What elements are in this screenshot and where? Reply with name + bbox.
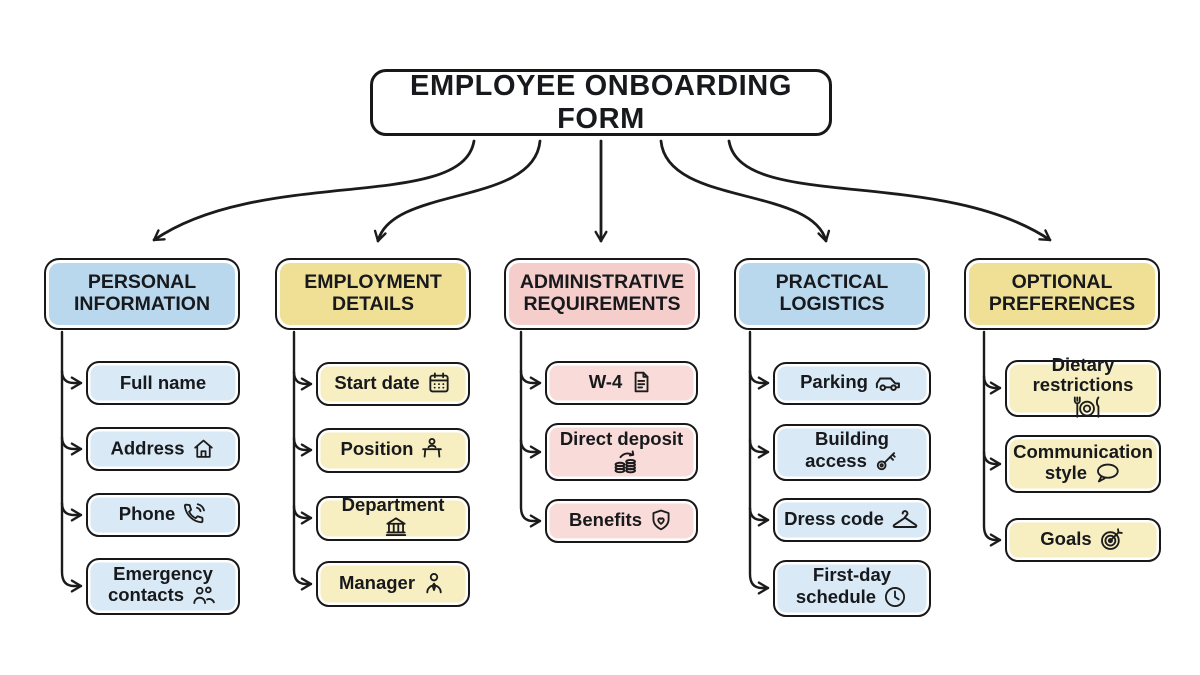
branch-header-label: OPTIONAL PREFERENCES xyxy=(988,271,1136,315)
root-to-branch-arrow xyxy=(154,141,474,240)
branch-header xyxy=(734,258,930,330)
branch-header-label: ADMINISTRATIVE REQUIREMENTS xyxy=(519,271,685,315)
root-to-branch-arrow xyxy=(378,141,540,241)
item-label: Department xyxy=(341,494,445,516)
person-tie-icon xyxy=(421,570,447,596)
item-label: Full name xyxy=(119,372,207,394)
phone-icon xyxy=(181,501,207,527)
item-node xyxy=(86,493,240,537)
branch-item-arrow xyxy=(294,506,311,518)
item-node xyxy=(773,560,931,617)
item-node xyxy=(86,361,240,405)
item-node xyxy=(316,496,470,541)
meal-icon xyxy=(1071,394,1102,420)
item-node xyxy=(86,427,240,471)
item-label: W-4 xyxy=(588,370,623,392)
item-label: Manager xyxy=(338,571,416,593)
item-node xyxy=(773,424,931,481)
branch-item-arrow xyxy=(62,437,81,449)
item-label: Start date xyxy=(334,371,420,393)
bank-icon xyxy=(383,514,409,540)
branch-item-arrow xyxy=(750,371,768,383)
item-label: Direct deposit xyxy=(559,427,684,449)
item-node xyxy=(545,423,698,481)
root-to-branch-arrow xyxy=(661,141,826,241)
clock-icon xyxy=(882,584,908,610)
branch-item-arrow xyxy=(294,438,311,450)
item-label: Phone xyxy=(118,502,176,524)
root-to-branch-arrow xyxy=(729,141,1050,240)
item-label: Emergency contacts xyxy=(107,563,213,605)
speech-bubble-icon xyxy=(1093,461,1121,485)
branch-header-label: PERSONAL INFORMATION xyxy=(73,271,211,315)
item-label: Communication style xyxy=(1013,441,1153,483)
desk-person-icon xyxy=(419,436,445,462)
root-node-label: EMPLOYEE ONBOARDING FORM xyxy=(410,69,792,135)
branch-header xyxy=(964,258,1160,330)
calendar-icon xyxy=(426,370,452,396)
item-node xyxy=(1005,518,1161,562)
item-node xyxy=(316,362,470,406)
branch-rail-arrow xyxy=(294,332,311,584)
branch-item-arrow xyxy=(750,508,768,520)
branch-item-arrow xyxy=(294,372,311,384)
branch-item-arrow xyxy=(62,371,81,383)
item-label: Benefits xyxy=(569,508,642,530)
item-node xyxy=(545,499,698,543)
item-node xyxy=(1005,354,1161,417)
item-node xyxy=(1005,435,1161,493)
shield-heart-icon xyxy=(648,507,674,533)
car-icon xyxy=(874,370,904,394)
key-icon xyxy=(873,448,899,474)
root-node xyxy=(370,69,832,136)
branch-rail-arrow xyxy=(62,332,81,586)
branch-rail-arrow xyxy=(750,332,768,588)
branch-item-arrow xyxy=(521,371,540,383)
branch-header-label: PRACTICAL LOGISTICS xyxy=(775,271,889,315)
item-node xyxy=(773,498,931,542)
item-label: Dietary restrictions xyxy=(1032,354,1134,395)
item-node xyxy=(86,558,240,615)
branch-item-arrow xyxy=(750,440,768,452)
item-label: Parking xyxy=(800,370,868,392)
branch-header xyxy=(44,258,240,330)
item-label: First-day schedule xyxy=(795,564,892,607)
target-icon xyxy=(1098,525,1126,553)
item-node xyxy=(773,362,931,405)
item-node xyxy=(316,428,470,473)
item-label: Goals xyxy=(1040,527,1092,549)
hanger-icon xyxy=(890,509,920,530)
branch-header-label: EMPLOYMENT DETAILS xyxy=(304,271,442,315)
branch-rail-arrow xyxy=(984,332,1000,540)
coins-arrow-icon xyxy=(610,447,640,474)
item-label: Dress code xyxy=(784,508,884,530)
item-node xyxy=(316,561,470,607)
item-label: Building access xyxy=(805,428,889,471)
branch-item-arrow xyxy=(984,376,1000,388)
branch-header xyxy=(275,258,471,330)
document-icon xyxy=(628,369,654,395)
item-label: Position xyxy=(340,437,414,459)
branch-rail-arrow xyxy=(521,332,540,521)
people-icon xyxy=(190,583,218,607)
item-node xyxy=(545,361,698,405)
branch-item-arrow xyxy=(521,440,540,452)
branch-item-arrow xyxy=(984,452,1000,464)
house-icon xyxy=(191,436,216,461)
branch-header xyxy=(504,258,700,330)
branch-item-arrow xyxy=(62,503,81,515)
item-label: Address xyxy=(110,436,185,458)
